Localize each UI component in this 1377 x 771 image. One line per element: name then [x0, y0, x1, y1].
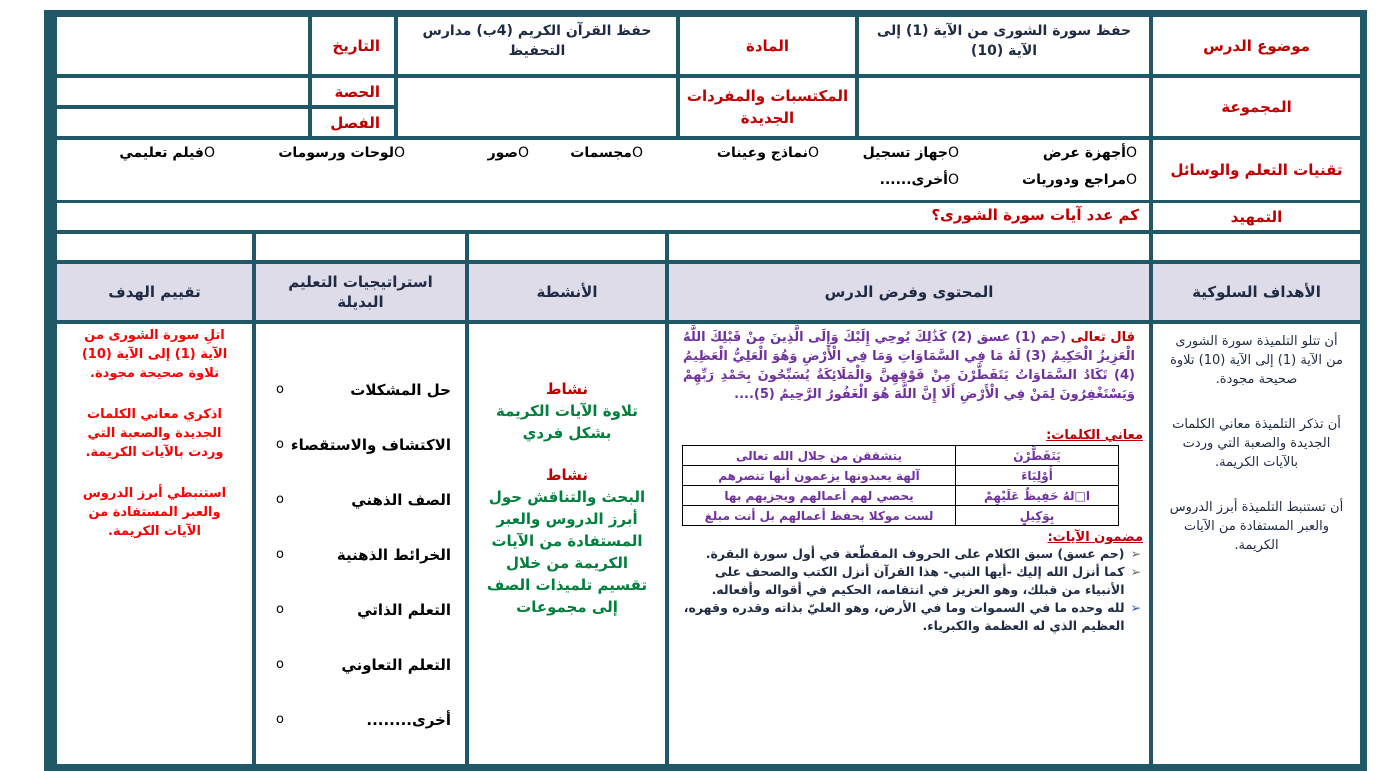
- tech-option[interactable]: Oنماذج وعينات: [716, 145, 819, 161]
- arrow-bullet-icon: ➢: [1130, 600, 1141, 615]
- bullet-circle-icon: o: [276, 657, 284, 672]
- date-label: التاريخ: [312, 17, 394, 74]
- arrow-bullet-icon: ➢: [1130, 564, 1141, 579]
- radio-circle-icon: O: [517, 145, 529, 161]
- strategies-cell: [256, 324, 465, 764]
- evaluation-item: اذكري معاني الكلمات الجديدة والصعبة التي وردت بالآيات الكريمة.: [85, 407, 224, 460]
- vocab-row: أَوْلِيَاءَ آلهة يعبدونها يزعمون أنها تنصرهم: [683, 466, 1119, 486]
- tech-option[interactable]: Oمراجع ودوريات: [1022, 172, 1137, 188]
- vocab-title: معاني الكلمات:: [1046, 428, 1143, 443]
- activity-body: البحث والتناقش حول أبرز الدروس والعبر المستفادة من الآيات الكريمة من خلال تقسيم تلميذات الصف إلى مجموعات: [486, 488, 648, 616]
- strategy-item[interactable]: حل المشكلات o: [256, 362, 465, 417]
- verse-intro: قال تعالى: [1070, 330, 1135, 345]
- evaluation-header: تقييم الهدف: [57, 264, 252, 320]
- evaluation-cell: [57, 324, 252, 764]
- tech-option[interactable]: Oأخرى......: [879, 172, 959, 188]
- intro-label: التمهيد: [1153, 203, 1360, 230]
- radio-circle-icon: O: [393, 145, 405, 161]
- tech-option[interactable]: Oجهاز تسجيل: [862, 145, 959, 161]
- period-value[interactable]: [57, 78, 308, 105]
- intro-question: كم عدد آيات سورة الشورى؟: [57, 203, 1149, 230]
- radio-circle-icon: O: [947, 145, 959, 161]
- tech-option[interactable]: Oفيلم تعليمي: [119, 145, 215, 161]
- tech-option[interactable]: Oأجهزة عرض: [1042, 145, 1137, 161]
- new-vocab-label: المكتسبات والمفردات الجديدة: [680, 78, 855, 136]
- radio-circle-icon: O: [203, 145, 215, 161]
- theme-title: مضمون الآيات:: [1047, 530, 1143, 545]
- content-header: المحتوى وفرض الدرس: [669, 264, 1149, 320]
- blank-cell: [669, 234, 1149, 260]
- tech-option[interactable]: Oصور: [487, 145, 529, 161]
- content-cell: [669, 324, 1149, 764]
- tech-option[interactable]: Oلوحات ورسومات: [278, 145, 405, 161]
- strategies-header: استراتيجيات التعليم البديلة: [256, 264, 465, 320]
- goals-cell: [1153, 324, 1360, 764]
- lesson-plan-table: [44, 10, 1367, 771]
- lesson-topic-value: حفظ سورة الشورى من الآية (1) إلى الآية (10): [859, 17, 1149, 74]
- strategy-item[interactable]: التعلم التعاوني o: [256, 637, 465, 692]
- period-label: الحصة: [312, 78, 394, 105]
- bullet-circle-icon: o: [276, 547, 284, 562]
- radio-circle-icon: O: [1125, 172, 1137, 188]
- evaluation-item: استنبطي أبرز الدروس والعبر المستفادة من الآيات الكريمة.: [82, 486, 227, 539]
- goal-item: أن تستنبط التلميذة أبرز الدروس والعبر المستفادة من الآيات الكريمة.: [1169, 500, 1344, 553]
- radio-circle-icon: O: [1125, 145, 1137, 161]
- activities-cell: [469, 324, 665, 764]
- arrow-bullet-icon: ➢: [1130, 546, 1141, 561]
- radio-circle-icon: O: [947, 172, 959, 188]
- activity-title: نشاط: [545, 380, 589, 398]
- theme-item: ➢ لله وحده ما في السموات وما في الأرض، وهو العليّ بذاته وقدره وقهره، العظيم الذي له العظمة والكبرياء.: [683, 600, 1141, 633]
- class-value[interactable]: [57, 109, 308, 136]
- subject-value: حفظ القرآن الكريم (4ب) مدارس التحفيظ: [398, 17, 676, 74]
- vocab-row: ا□لهُ حَفِيظٌ عَلَيْهِمْ يحصي لهم أعمالهم ويجزيهم بها: [683, 486, 1119, 506]
- tech-option[interactable]: Oمجسمات: [570, 145, 643, 161]
- new-vocab-value[interactable]: [398, 78, 676, 136]
- bullet-circle-icon: o: [276, 437, 284, 452]
- group-value[interactable]: [859, 78, 1149, 136]
- radio-circle-icon: O: [631, 145, 643, 161]
- tech-options: [57, 140, 1149, 200]
- theme-item: ➢ (حم عسق) سبق الكلام على الحروف المقطّعة في أول سورة البقرة.: [705, 546, 1141, 561]
- strategy-item[interactable]: الاكتشاف والاستقصاء o: [256, 417, 465, 472]
- radio-circle-icon: O: [807, 145, 819, 161]
- class-label: الفصل: [312, 109, 394, 136]
- evaluation-item: اتلِ سورة الشورى من الآية (1) إلى الآية (10) تلاوة صحيحة مجودة.: [81, 328, 228, 381]
- goals-header: الأهداف السلوكية: [1153, 264, 1360, 320]
- lesson-topic-label: موضوع الدرس: [1153, 17, 1360, 74]
- activity-title: نشاط: [545, 466, 589, 484]
- blank-cell: [57, 234, 252, 260]
- goal-item: أن تتلو التلميذة سورة الشورى من الآية (1) إلى الآية (10) تلاوة صحيحة مجودة.: [1170, 334, 1343, 387]
- goal-item: أن تذكر التلميذة معاني الكلمات الجديدة والصعبة التي وردت بالآيات الكريمة.: [1172, 417, 1341, 470]
- bullet-circle-icon: o: [276, 492, 284, 507]
- date-value[interactable]: [57, 17, 308, 74]
- vocab-table: [682, 445, 1119, 526]
- tech-label: تقنيات التعلم والوسائل: [1153, 140, 1360, 200]
- strategy-item[interactable]: أخرى........ o: [256, 692, 465, 747]
- bullet-circle-icon: o: [276, 382, 284, 397]
- blank-cell: [256, 234, 465, 260]
- theme-item: ➢ كما أنزل الله إليك -أيها النبي- هذا القرآن أنزل الكتب والصحف على الأنبياء من قبلك، وهو العزيز في انتقامه، الحكيم في أقواله وأفعاله.: [711, 564, 1141, 597]
- strategy-item[interactable]: التعلم الذاتي o: [256, 582, 465, 637]
- vocab-row: بِوَكِيلٍ لست موكلا بحفظ أعمالهم بل أنت مبلغ: [683, 506, 1119, 526]
- activity-body: تلاوة الآيات الكريمة بشكل فردي: [496, 402, 638, 442]
- verse-text: [669, 324, 1149, 404]
- vocab-row: يَتَفَطَّرْنَ يتشققن من جلال الله تعالى: [683, 446, 1119, 466]
- bullet-circle-icon: o: [276, 712, 284, 727]
- activities-header: الأنشطة: [469, 264, 665, 320]
- blank-cell: [469, 234, 665, 260]
- group-label: المجموعة: [1153, 78, 1360, 136]
- strategy-item[interactable]: الخرائط الذهنية o: [256, 527, 465, 582]
- subject-label: المادة: [680, 17, 855, 74]
- blank-cell: [1153, 234, 1360, 260]
- verse-body: (حم (1) عسق (2) كَذَٰلِكَ يُوحِي إِلَيْكَ وَإِلَى الَّذِينَ مِنْ قَبْلِكَ اللَّهُ الْعَزِيزُ الْحَكِيمُ (3) لَهُ مَا فِي السَّمَاوَاتِ وَمَا فِي الْأَرْضِ وَهُوَ الْعَلِيُّ الْعَظِيمُ (4) تَكَادُ السَّمَاوَاتُ يَتَفَطَّرْنَ مِنْ فَوْقِهِنَّ وَالْمَلَائِكَةُ يُسَبِّحُونَ بِحَمْدِ رَبِّهِمْ وَيَسْتَغْفِرُونَ لِمَنْ فِي الْأَرْضِ أَلَا إِنَّ اللَّهَ هُوَ الْغَفُورُ الرَّحِيمُ (5)....: [683, 330, 1135, 402]
- strategy-item[interactable]: الصف الذهني o: [256, 472, 465, 527]
- theme-list: [669, 545, 1149, 635]
- bullet-circle-icon: o: [276, 602, 284, 617]
